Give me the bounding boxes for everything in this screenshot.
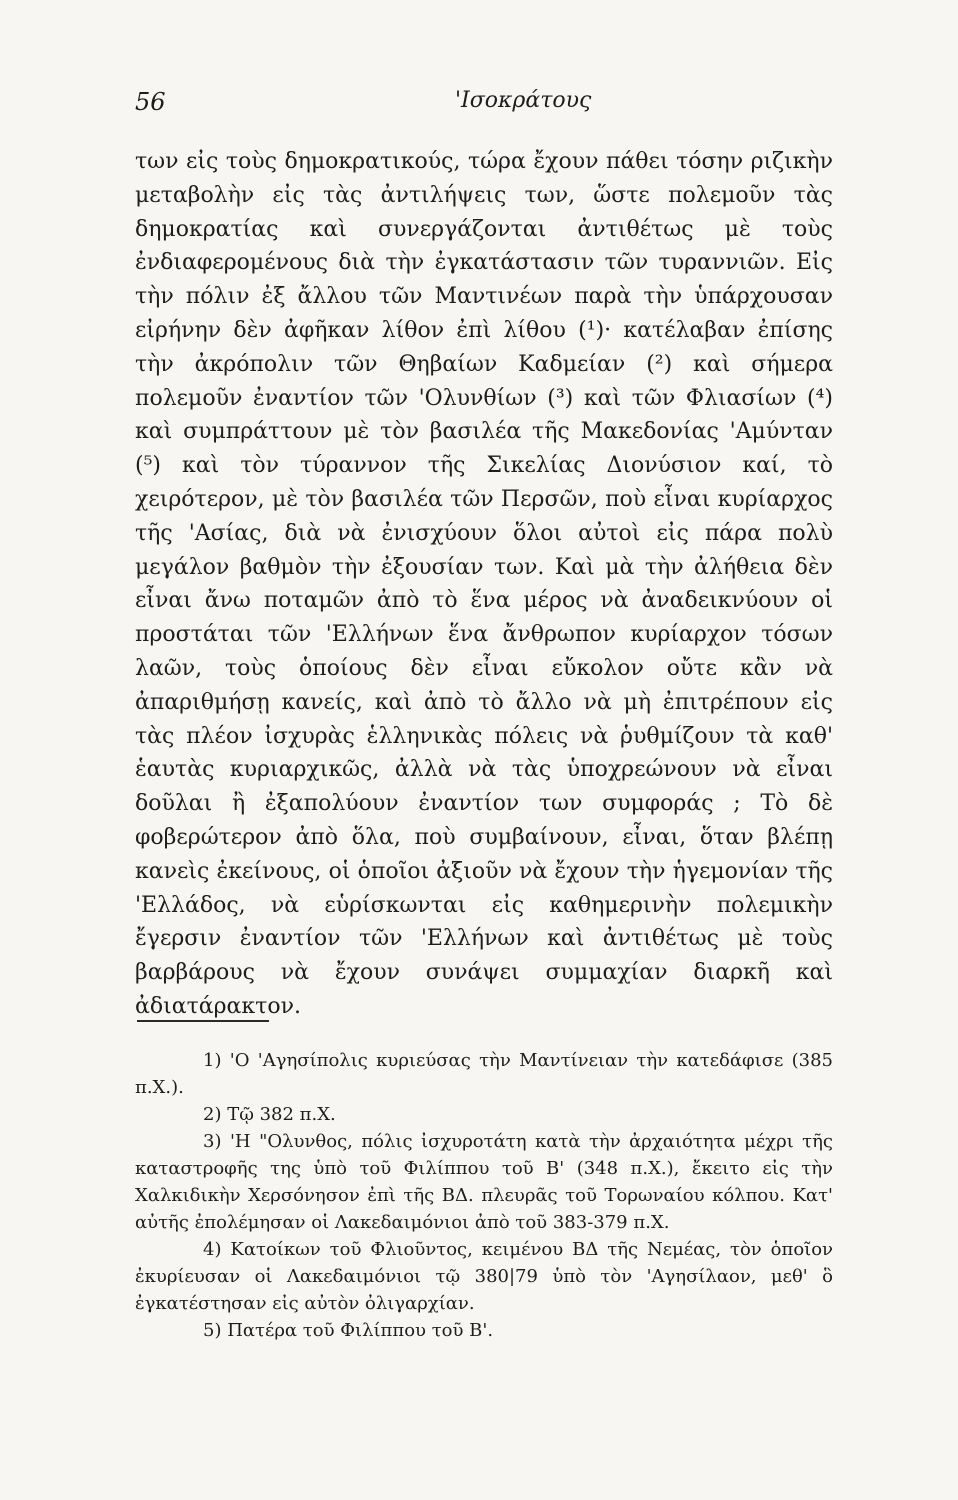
footnotes	[135, 1047, 833, 1344]
footnote-2: 2) Τῷ 382 π.Χ.	[203, 1104, 336, 1125]
running-title: 'Ισοκράτους	[455, 88, 592, 113]
footnote-divider	[137, 1020, 269, 1022]
page-header	[135, 88, 825, 122]
footnote-5: 5) Πατέρα τοῦ Φιλίππου τοῦ Β'.	[203, 1320, 494, 1341]
main-text-paragraph: των εἰς τοὺς δημοκρατικούς, τώρα ἔχουν πάθει τόσην ριζικὴν μεταβολὴν εἰς τὰς ἀντιλήψεις των, ὥστε πολεμοῦν τὰς δημοκρατίας καὶ συνεργάζονται ἀντιθέτως μὲ τοὺς ἐνδιαφερομένους διὰ τὴν ἐγκατάστασιν τῶν τυραννιῶν. Εἰς τὴν πόλιν ἐξ ἄλλου τῶν Μαντινέων παρὰ τὴν ὑπάρχουσαν εἰρήνην δὲν ἀφῆκαν λίθον ἐπὶ λίθου (¹)· κατέλαβαν ἐπίσης τὴν ἀκρόπολιν τῶν Θηβαίων Καδμείαν (²) καὶ σήμερα πολεμοῦν ἐναντίον τῶν 'Ολυνθίων (³) καὶ τῶν Φλιασίων (⁴) καὶ συμπράττουν μὲ τὸν βασιλέα τῆς Μακεδονίας 'Αμύνταν (⁵) καὶ τὸν τύραννον τῆς Σικελίας Διονύσιον καί, τὸ χειρότερον, μὲ τὸν βασιλέα τῶν Περσῶν, ποὺ εἶναι κυρίαρχος τῆς 'Ασίας, διὰ νὰ ἐνισχύουν ὅλοι αὐτοὶ εἰς πάρα πολὺ μεγάλον βαθμὸν τὴν ἐξουσίαν των. Καὶ μὰ τὴν ἀλήθεια δὲν εἶναι ἄνω ποταμῶν ἀπὸ τὸ ἕνα μέρος νὰ ἀναδεικνύουν οἱ προστάται τῶν 'Ελλήνων ἕνα ἄνθρωπον κυρίαρχον τόσων λαῶν, τοὺς ὁποίους δὲν εἶναι εὔκολον οὔτε κἂν νὰ ἀπαριθμήσῃ κανείς, καὶ ἀπὸ τὸ ἄλλο νὰ μὴ ἐπιτρέπουν εἰς τὰς πλέον ἰσχυρὰς ἑλληνικὰς πόλεις νὰ ῥυθμίζουν τὰ καθ' ἑαυτὰς κυριαρχικῶς, ἀλλὰ νὰ τὰς ὑποχρεώνουν νὰ εἶναι δοῦλαι ἢ ἐξαπολύουν ἐναντίον των συμφοράς ; Τὸ δὲ φοβερώτερον ἀπὸ ὅλα, ποὺ συμβαίνουν, εἶναι, ὅταν βλέπῃ κανεὶς ἐκείνους, οἱ ὁποῖοι ἀξιοῦν νὰ ἔχουν τὴν ἡγεμονίαν τῆς 'Ελλάδος, νὰ εὑρίσκωνται εἰς καθημερινὴν πολεμικὴν ἔγερσιν ἐναντίον τῶν 'Ελλήνων καὶ ἀντιθέτως μὲ τοὺς βαρβάρους νὰ ἔχουν συνάψει συμμαχίαν διαρκῆ καὶ ἀδιατάρακτον.	[135, 149, 833, 1019]
footnote-4: 4) Κατοίκων τοῦ Φλιοῦντος, κειμένου ΒΔ τῆς Νεμέας, τὸν ὁποῖον ἐκυρίευσαν οἱ Λακεδαιμόνιοι τῷ 380|79 ὑπὸ τὸν 'Αγησίλαον, μεθ' ὃ ἐγκατέστησαν εἰς αὐτὸν ὀλιγαρχίαν.	[135, 1239, 833, 1314]
footnote-1: 1) 'Ο 'Αγησίπολις κυριεύσας τὴν Μαντίνειαν τὴν κατεδάφισε (385 π.Χ.).	[135, 1050, 833, 1098]
page-number: 56	[135, 88, 166, 116]
footnote-3: 3) 'Η "Ολυνθος, πόλις ἰσχυροτάτη κατὰ τὴν ἀρχαιότητα μέχρι τῆς καταστροφῆς της ὑπὸ τοῦ Φιλίππου τοῦ Β' (348 π.Χ.), ἔκειτο εἰς τὴν Χαλκιδικὴν Χερσόνησον ἐπὶ τῆς ΒΔ. πλευρᾶς τοῦ Τορωναίου κόλπου. Κατ' αὐτῆς ἐπολέμησαν οἱ Λακεδαιμόνιοι ἀπὸ τοῦ 383-379 π.Χ.	[135, 1131, 833, 1233]
